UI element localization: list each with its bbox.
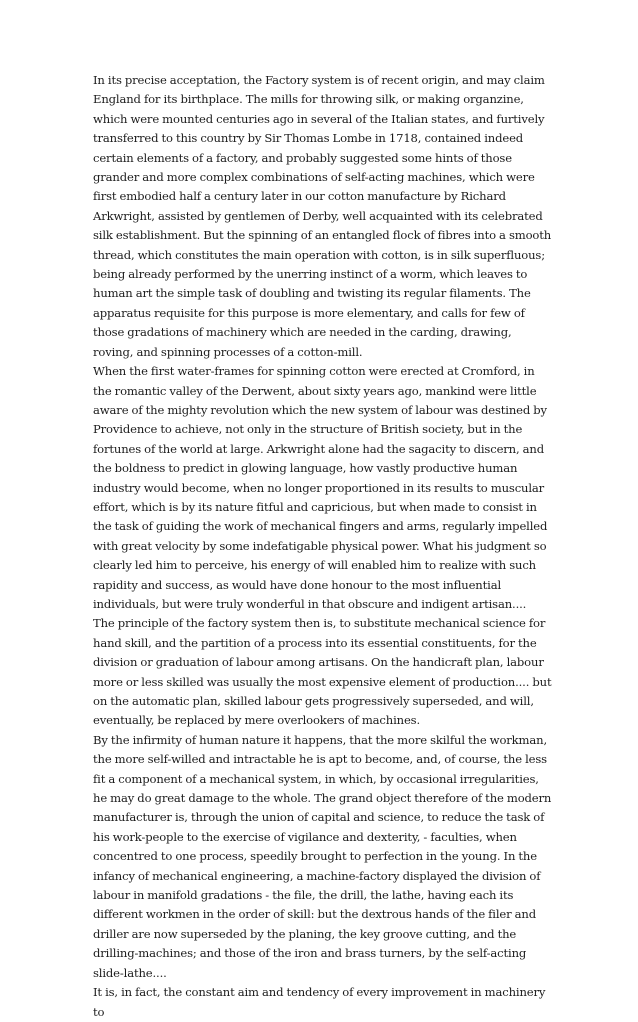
paragraph-constant-aim: It is, in fact, the constant aim and tendency of every improvement in machinery to [93,985,546,1019]
paragraph-infirmity-of-human-nature: By the infirmity of human nature it happens, that the more skilful the workman, the more self-willed and intractable he is apt to become, and, of course, the less fit a component of a mechanical system, in which, by occasional irregularities, he may do great damage to the whole. The grand object therefore of the modern manufacturer is, through the union of capital and science, to reduce the task of his work-people to the exercise of vigilance and dexterity, - faculties, when concentred to one process, speedily brought to perfection in the young. In the infancy of mechanical engineering, a machine-factory displayed the division of labour in manifold gradations - the file, the drill, the lathe, having each its different workmen in the order of skill: but the dextrous hands of the filer and driller are now superseded by the planing, the key groove cutting, and the drilling-machines; and those of the iron and brass turners, by the self-acting slide-lathe.... [93,732,552,980]
paragraph-factory-system-origin: In its precise acceptation, the Factory system is of recent origin, and may claim England for its birthplace. The mills for throwing silk, or making organzine, which were mounted centuries ago in several of the Italian states, and furtively transferred to this country by Sir Thomas Lombe in 1718, contained indeed certain elements of a factory, and probably suggested some hints of those grander and more complex combinations of self-acting machines, which were first embodied half a century later in our cotton manufacture by Richard Arkwright, assisted by gentlemen of Derby, well acquainted with its celebrated silk establishment. But the spinning of an entangled flock of fibres into a smooth thread, which constitutes the main operation with cotton, is in silk superfluous; being already performed by the unerring instinct of a worm, which leaves to human art the simple task of doubling and twisting its regular filaments. The apparatus requisite for this purpose is more elementary, and calls for few of those gradations of machinery which are needed in the carding, drawing, roving, and spinning processes of a cotton-mill. [93,73,552,359]
body-text [93,71,553,1022]
paragraph-water-frames-cromford: When the first water-frames for spinning cotton were erected at Cromford, in the romantic valley of the Derwent, about sixty years ago, mankind were little aware of the mighty revolution which the new system of labour was destined by Providence to achieve, not only in the structure of British society, but in the fortunes of the world at large. Arkwright alone had the sagacity to discern, and the boldness to predict in glowing language, how vastly productive human industry would become, when no longer proportioned in its results to muscular effort, which is by its nature fitful and capricious, but when made to consist in the task of guiding the work of mechanical fingers and arms, regularly impelled with great velocity by some indefatigable physical power. What his judgment so clearly led him to perceive, his energy of will enabled him to realize with such rapidity and success, as would have done honour to the most influential individuals, but were truly wonderful in that obscure and indigent artisan.... [93,364,548,611]
paragraph-principle-of-factory-system: The principle of the factory system then is, to substitute mechanical science for hand skill, and the partition of a process into its essential constituents, for the division or graduation of labour among artisans. On the handicraft plan, labour more or less skilled was usually the most expensive element of production.... but on the automatic plan, skilled labour gets progressively superseded, and will, eventually, be replaced by mere overlookers of machines. [93,616,552,728]
